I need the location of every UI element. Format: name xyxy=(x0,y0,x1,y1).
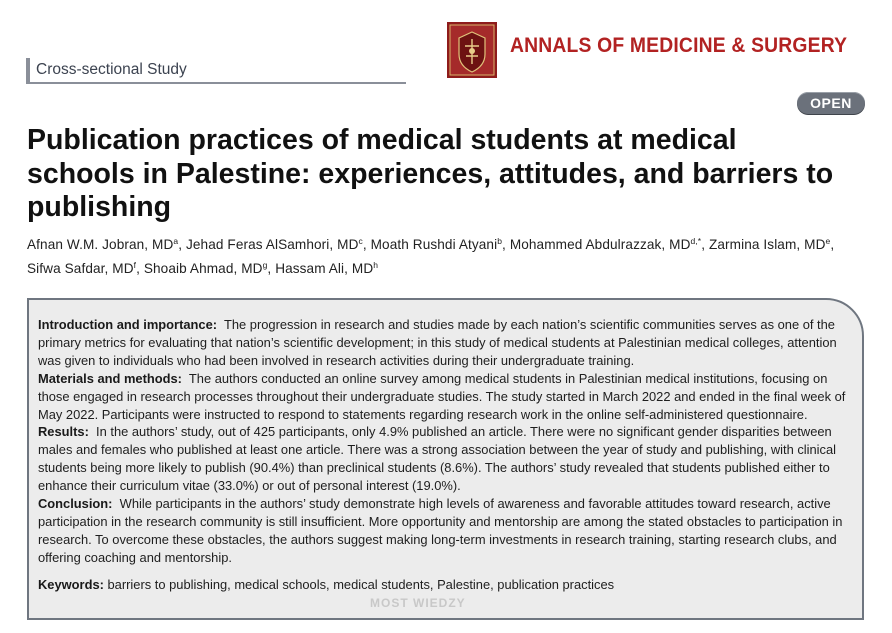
article-type-label: Cross-sectional Study xyxy=(26,58,406,84)
abstract-section-heading: Materials and methods: xyxy=(38,370,182,386)
keywords-label: Keywords: xyxy=(38,576,104,592)
abstract-section-text: While participants in the authors’ study demonstrate high levels of awareness and favorable attitudes toward research, active participation in the research community is still insufficient. More opportunity and mentorship are among the stated obstacles to participation in research. To overcome these obstacles, the authors suggest making long-term investments in research training, starting research clubs, and offering coaching and mentorship. xyxy=(38,496,843,565)
article-title: Publication practices of medical students at medical schools in Palestine: experiences, attitudes, and barriers to publishing xyxy=(27,124,834,223)
abstract-section-text: The authors conducted an online survey among medical students in Palestinian medical institutions, focusing on those engaged in research processes throughout their undergraduate studies. The study started in March 2022 and ended in the final week of May 2022. Participants were instructed to respond to statements regarding research work in the online self-administered questionnaire. xyxy=(38,370,846,422)
author-item: Hassam Ali, $MD^h$ xyxy=(275,260,379,276)
abstract-methods xyxy=(38,370,852,424)
journal-crest-icon xyxy=(447,22,497,78)
abstract-keywords xyxy=(38,576,852,594)
abstract-section-heading: Results: xyxy=(38,424,89,440)
abstract-conclusion xyxy=(38,495,852,567)
author-item: Afnan W.M. Jobran, $MD^a$, xyxy=(27,236,186,252)
author-item: Mohammed Abdulrazzak, $MD^{d,*}$, xyxy=(509,236,709,252)
author-item: Shoaib Ahmad, $MD^g$, xyxy=(143,260,276,276)
journal-name: ANNALS OF MEDICINE & SURGERY xyxy=(510,34,848,57)
abstract-section-text: The progression in research and studies made by each nation’s scientific communities serves as one of the primary metrics for evaluating that nation’s scientific development; in this study of medical students at Palestinian medical colleges, attention was given to individuals who had been involved in research activities during their undergraduate training. xyxy=(38,317,837,368)
abstract-section-heading: Conclusion: xyxy=(38,496,113,512)
open-access-badge: OPEN xyxy=(797,92,865,114)
author-item: Zarmina Islam, MDe, xyxy=(708,236,835,252)
abstract-section-text: In the authors’ study, out of 425 participants, only 4.9% published an article. There were no significant gender disparities between males and females who published at least one article. There was a strong association between the year of study and publishing, with clinical students being more likely to publish (90.4%) than preclinical students (8.6%). The authors’ study revealed that students published either to enhance their curriculum vitae (33.0%) or out of personal interest (19.0%). xyxy=(38,424,837,494)
author-item: Moath Rushdi Atyani$^b$, xyxy=(370,236,510,252)
abstract-introduction xyxy=(38,316,852,370)
author-list xyxy=(27,231,867,279)
keywords-text: barriers to publishing, medical schools, medical students, Palestine, publication practices xyxy=(107,576,615,592)
abstract-section-heading: Introduction and importance: xyxy=(38,317,218,332)
watermark: MOST WIEDZY xyxy=(370,596,466,610)
abstract-results xyxy=(38,423,852,495)
author-item: Jehad Feras AlSamhori, $MD^c$, xyxy=(186,236,371,252)
abstract-box xyxy=(27,298,864,620)
author-item: Sifwa Safdar, $MD^f$, xyxy=(27,260,144,276)
